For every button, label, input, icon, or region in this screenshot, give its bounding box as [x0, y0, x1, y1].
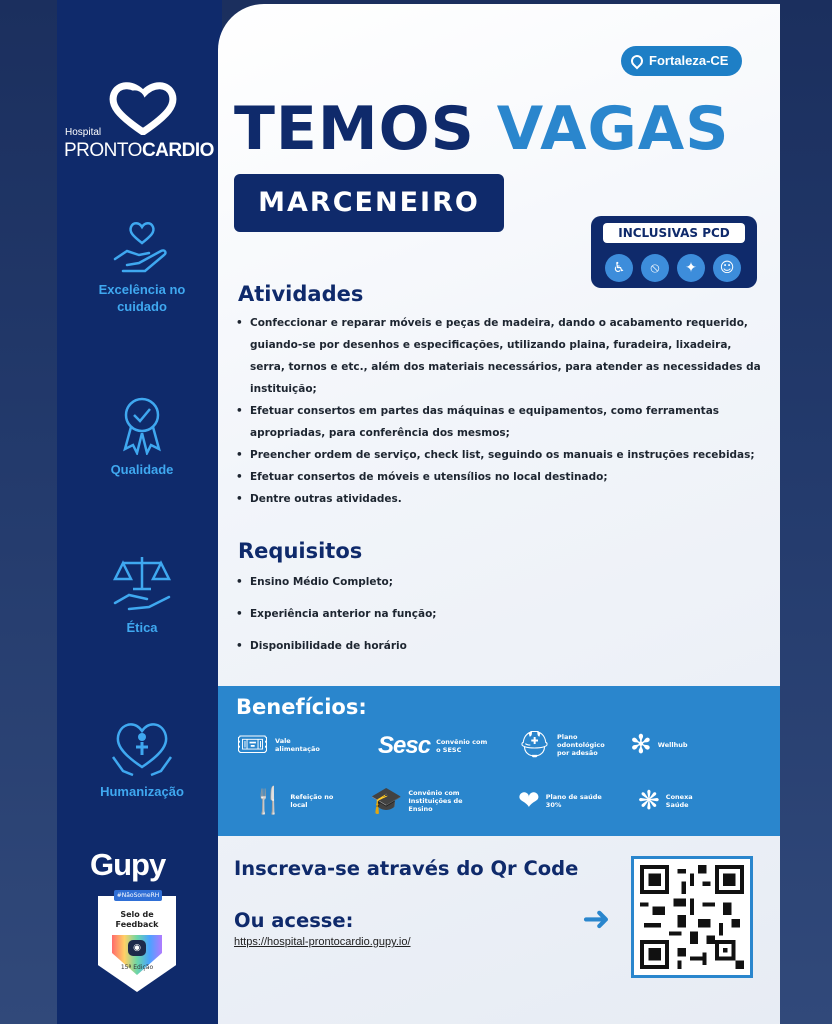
sidebar-label: Ética: [126, 620, 158, 635]
conexa-icon: ❋: [638, 786, 660, 816]
location-text: Fortaleza-CE: [649, 53, 729, 68]
benefit-item: 🎓 Convênio com Instituições de Ensino: [370, 786, 463, 816]
hearing-icon: ⦸: [641, 254, 669, 282]
title-part2: VAGAS: [496, 94, 730, 164]
role-banner: MARCENEIRO: [234, 174, 504, 232]
sidebar-item-etica: [72, 553, 212, 636]
benefit-item: 🍴 Refeição no local: [252, 786, 334, 816]
graduation-cap-icon: 🎓: [370, 786, 403, 816]
pcd-label: INCLUSIVAS PCD: [603, 223, 745, 243]
blind-icon: ✦: [677, 254, 705, 282]
benefit-item: Sesc Convênio com o SESC: [378, 732, 488, 759]
sidebar-item-qualidade: [72, 395, 212, 478]
award-ribbon-icon: [117, 395, 167, 455]
qr-code-image: [640, 865, 744, 969]
logo-brand-text: PRONTOCARDIO: [64, 140, 214, 161]
scales-hand-icon: [109, 553, 175, 613]
hand-heart-icon: [109, 215, 175, 275]
sidebar-label: Excelência no cuidado: [98, 282, 186, 314]
hospital-logo: [60, 80, 220, 170]
benefits-heading: Benefícios:: [236, 695, 367, 719]
sesc-logo: Sesc: [378, 732, 431, 759]
wellhub-icon: ✻: [630, 730, 652, 760]
list-item: • Efetuar consertos de móveis e utensílios no local destinado;: [234, 466, 764, 488]
list-item: • Dentre outras atividades.: [234, 488, 764, 510]
or-access-label: Ou acesse:: [234, 909, 354, 932]
pcd-box: [591, 216, 757, 288]
benefit-item: ❤ Plano de saúde 30%: [518, 786, 602, 816]
arrow-right-icon: ➜: [582, 899, 611, 939]
sidebar-label: Humanização: [100, 784, 184, 799]
logo-small-text: Hospital: [65, 127, 102, 138]
sidebar-item-humanizacao: [72, 717, 212, 800]
qr-instructions: Inscreva-se através do Qr Code: [234, 857, 579, 880]
list-item: • Disponibilidade de horário: [234, 630, 634, 662]
activities-list: [234, 312, 764, 510]
gupy-logo: Gupy: [90, 847, 166, 882]
qr-code[interactable]: [631, 856, 753, 978]
person-heart-hands-icon: [109, 717, 175, 777]
chat-icon: ◉: [128, 940, 146, 956]
benefit-item: ❋ Conexa Saúde: [638, 786, 693, 816]
list-item: • Efetuar consertos em partes das máquinas e equipamentos, como ferramentas apropriadas, para conferência dos mesmos;: [234, 400, 764, 444]
title-part1: TEMOS: [234, 94, 475, 164]
list-item: • Confeccionar e reparar móveis e peças de madeira, dando o acabamento requerido, guiando-se por desenhos e especificações, utilizando plaina, furadeira, lixadeira, serra, tornos e etc., além dos materiais necessários, para atender as necessidades da instituição;: [234, 312, 764, 400]
mind-icon: ☺: [713, 254, 741, 282]
cutlery-icon: 🍴: [252, 786, 285, 816]
feedback-badge: [98, 890, 176, 995]
list-item: • Ensino Médio Completo;: [234, 566, 634, 598]
activities-heading: Atividades: [238, 282, 364, 306]
job-card: [218, 4, 780, 1024]
badge-title: Selo de Feedback: [115, 910, 159, 929]
benefit-item: 🎟 Vale alimentação: [236, 730, 320, 760]
requirements-heading: Requisitos: [238, 539, 363, 563]
location-pin-icon: [629, 53, 646, 70]
badge-tag: #NãoSomeRH: [114, 890, 162, 901]
voucher-icon: 🎟: [236, 730, 270, 760]
benefits-section: [218, 686, 780, 836]
list-item: • Preencher ordem de serviço, check list, seguindo os manuais e instruções recebidas;: [234, 444, 764, 466]
list-item: • Experiência anterior na função;: [234, 598, 634, 630]
location-pill: [621, 46, 742, 76]
heart-logo-icon: [108, 80, 178, 135]
tooth-icon: ⛑: [518, 730, 552, 760]
badge-edition: 15ª Edição: [120, 964, 154, 971]
sidebar-item-excelencia: [72, 215, 212, 315]
health-hand-icon: ❤: [518, 786, 540, 816]
benefit-item: ✻ Wellhub: [630, 730, 688, 760]
wheelchair-icon: ♿: [605, 254, 633, 282]
sidebar-label: Qualidade: [110, 462, 174, 477]
benefit-item: ⛑ Plano odontológico por adesão: [518, 730, 605, 760]
apply-link[interactable]: https://hospital-prontocardio.gupy.io/: [234, 936, 411, 948]
requirements-list: [234, 566, 634, 662]
page-title: [234, 94, 729, 164]
